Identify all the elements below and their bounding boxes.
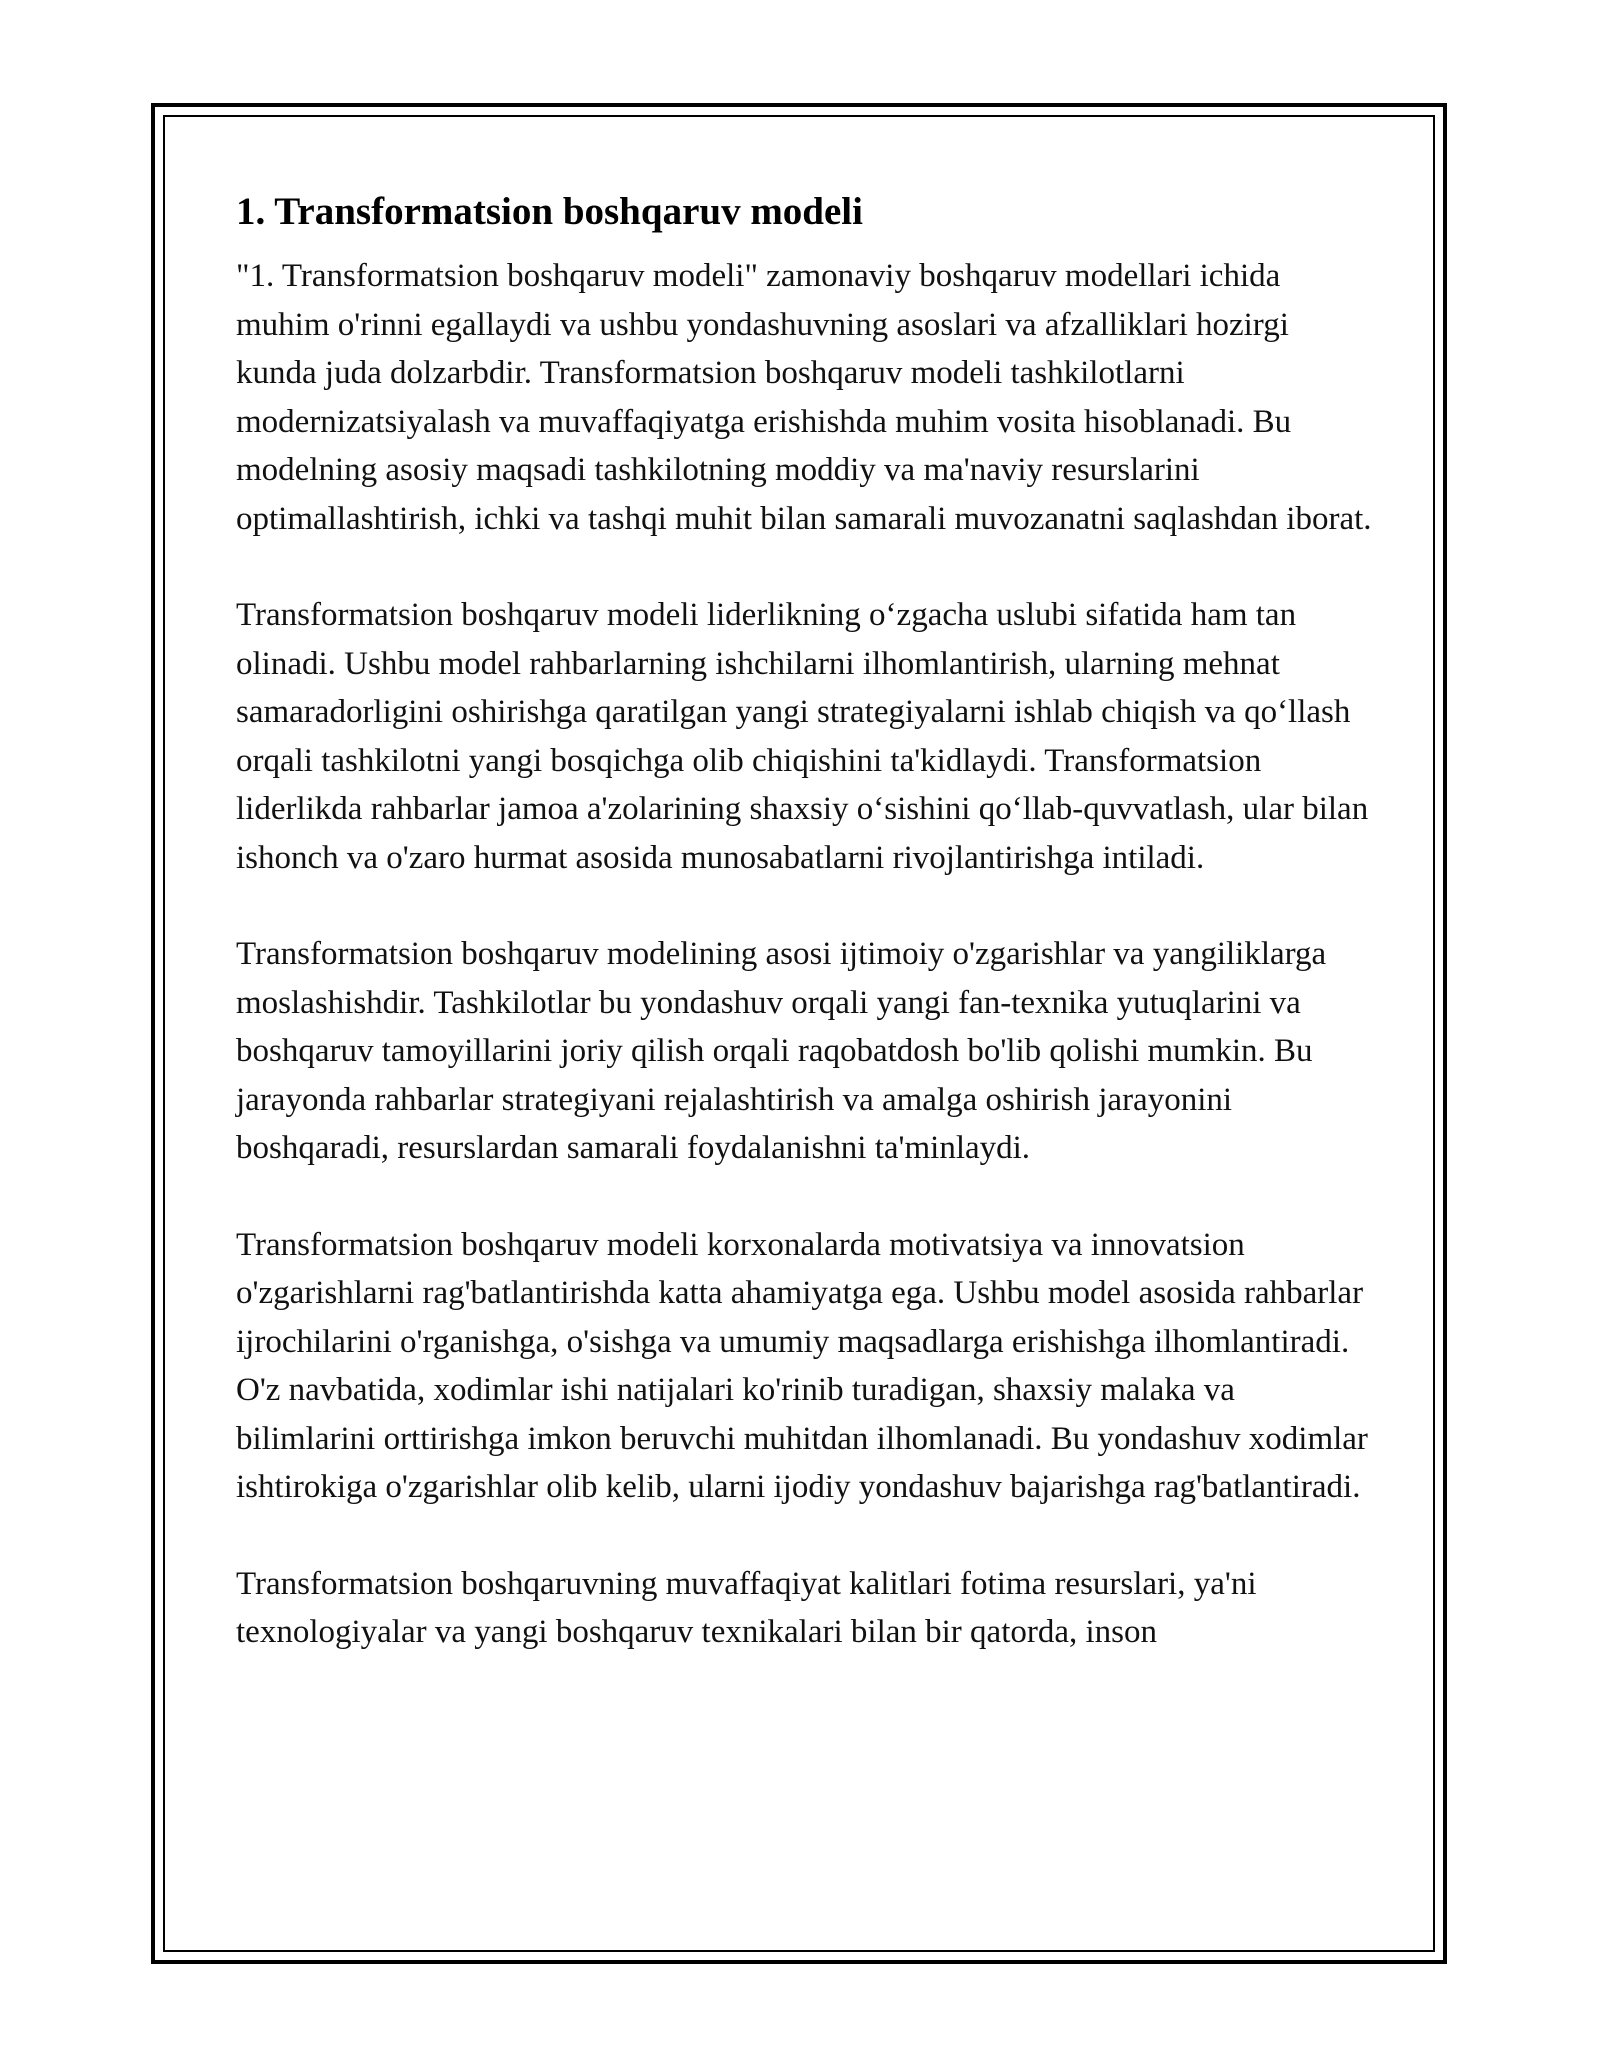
paragraph-2: Transformatsion boshqaruv modeli liderlikning o‘zgacha uslubi sifatida ham tan olinadi. Ushbu model rahbarlarning ishchilarni ilhomlantirish, ularning mehnat samaradorligini oshirishga qaratilgan yangi strategiyalarni ishlab chiqish va qo‘llash orqali tashkilotni yangi bosqichga olib chiqishini ta'kidlaydi. Transformatsion liderlikda rahbarlar jamoa a'zolarining shaxsiy o‘sishini qo‘llab-quvvatlash, ular bilan ishonch va o'zaro hurmat asosida munosabatlarni rivojlantirishga intiladi. — [236, 597, 1369, 876]
section-heading: 1. Transformatsion boshqaruv modeli — [236, 190, 863, 233]
paragraph-3: Transformatsion boshqaruv modelining asosi ijtimoiy o'zgarishlar va yangiliklarga moslashishdir. Tashkilotlar bu yondashuv orqali yangi fan-texnika yutuqlarini va boshqaruv tamoyillarini joriy qilish orqali raqobatdosh bo'lib qolishi mumkin. Bu jarayonda rahbarlar strategiyani rejalashtirish va amalga oshirish jarayonini boshqaradi, resurslardan samarali foydalanishni ta'minlaydi. — [236, 936, 1327, 1166]
paragraph-1: "1. Transformatsion boshqaruv modeli" zamonaviy boshqaruv modellari ichida muhim o'rinni egallaydi va ushbu yondashuvning asoslari va afzalliklari hozirgi kunda juda dolzarbdir. Transformatsion boshqaruv modeli tashkilotlarni modernizatsiyalash va muvaffaqiyatga erishishda muhim vosita hisoblanadi. Bu modelning asosiy maqsadi tashkilotning moddiy va ma'naviy resurslarini optimallashtirish, ichki va tashqi muhit bilan samarali muvozanatni saqlashdan iborat. — [236, 258, 1372, 537]
document-body — [236, 186, 1376, 1705]
paragraph-4: Transformatsion boshqaruv modeli korxonalarda motivatsiya va innovatsion o'zgarishlarni rag'batlantirishda katta ahamiyatga ega. Ushbu model asosida rahbarlar ijrochilarini o'rganishga, o'sishga va umumiy maqsadlarga erishishga ilhomlantiradi. O'z navbatida, xodimlar ishi natijalari ko'rinib turadigan, shaxsiy malaka va bilimlarini orttirishga imkon beruvchi muhitdan ilhomlanadi. Bu yondashuv xodimlar ishtirokiga o'zgarishlar olib kelib, ularni ijodiy yondashuv bajarishga rag'batlantiradi. — [236, 1226, 1368, 1505]
paragraph-5: Transformatsion boshqaruvning muvaffaqiyat kalitlari fotima resurslari, ya'ni texnologiyalar va yangi boshqaruv texnikalari bilan bir qatorda, inson — [236, 1565, 1257, 1650]
